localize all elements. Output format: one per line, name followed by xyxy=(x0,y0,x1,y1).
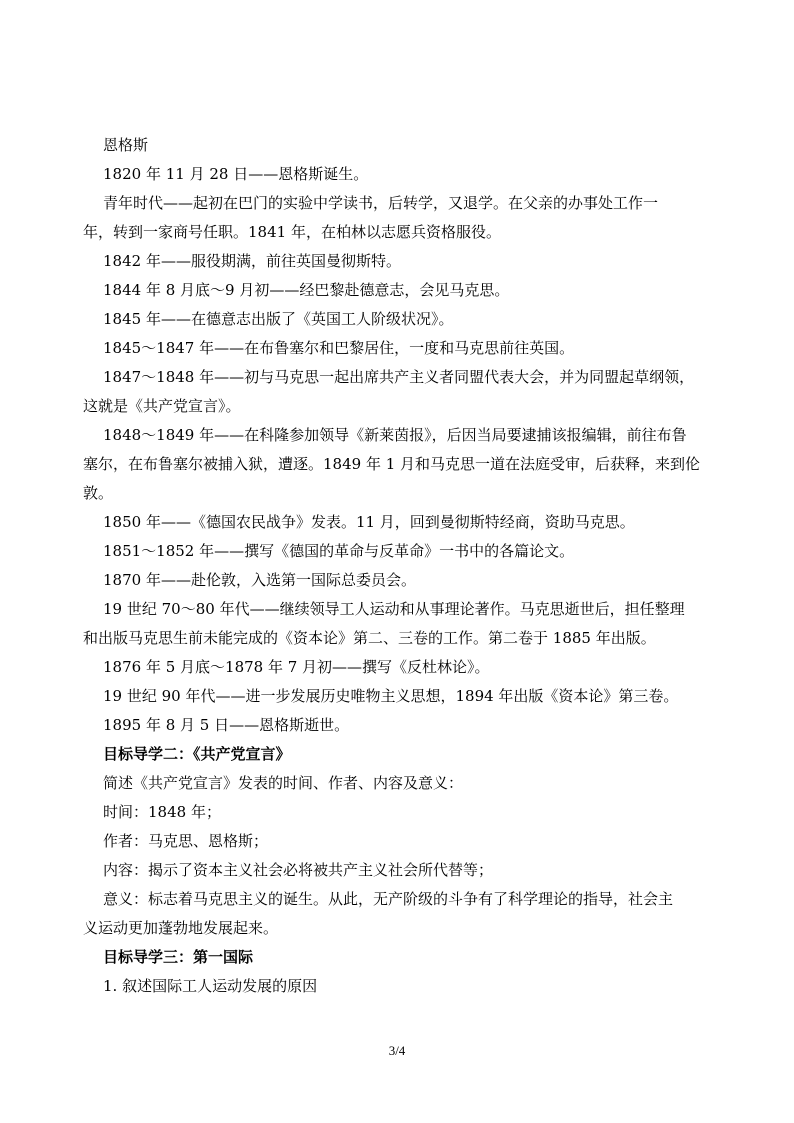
line-1847-1: 1847～1848 年——初与马克思一起出席共产主义者同盟代表大会，并为同盟起草纲领， xyxy=(103,368,695,386)
line-1820: 1820 年 11 月 28 日——恩格斯诞生。 xyxy=(103,165,369,183)
line-1848-1: 1848～1849 年——在科隆参加领导《新莱茵报》，后因当局要逮捕该报编辑，前往布鲁 xyxy=(103,426,687,444)
line-1848-3: 敦。 xyxy=(83,484,114,502)
line-significance-2: 义运动更加蓬勃地发展起来。 xyxy=(83,919,279,937)
line-item-1: 1. 叙述国际工人运动发展的原因 xyxy=(103,977,318,995)
page-number: 3/4 xyxy=(388,1043,406,1058)
line-author: 作者：马克思、恩格斯； xyxy=(103,832,269,850)
document-body xyxy=(83,131,721,1001)
section-heading-2: 目标导学二：《共产党宣言》 xyxy=(103,745,291,763)
line-1845: 1845 年——在德意志出版了《英国工人阶级状况》。 xyxy=(103,310,454,328)
line-1845-1847: 1845～1847 年——在布鲁塞尔和巴黎居住，一度和马克思前往英国。 xyxy=(103,339,575,357)
line-engels-title: 恩格斯 xyxy=(103,136,149,154)
line-youth-2: 年，转到一家商号任职。1841 年，在柏林以志愿兵资格服役。 xyxy=(83,223,501,241)
line-content: 内容：揭示了资本主义社会必将被共产主义社会所代替等； xyxy=(103,861,494,879)
line-1895: 1895 年 8 月 5 日——恩格斯逝世。 xyxy=(103,716,350,734)
line-1870: 1870 年——赴伦敦，入选第一国际总委员会。 xyxy=(103,571,416,589)
line-1844: 1844 年 8 月底～9 月初——经巴黎赴德意志，会见马克思。 xyxy=(103,281,510,299)
line-1848-2: 塞尔，在布鲁塞尔被捕入狱，遭逐。1849 年 1 月和马克思一道在法庭受审，后获释，来到伦 xyxy=(83,455,701,473)
line-1870s-2: 和出版马克思生前未能完成的《资本论》第二、三卷的工作。第二卷于 1885 年出版。 xyxy=(83,629,656,647)
line-1850: 1850 年——《德国农民战争》发表。11 月，回到曼彻斯特经商，资助马克思。 xyxy=(103,513,635,531)
line-1851: 1851～1852 年——撰写《德国的革命与反革命》一书中的各篇论文。 xyxy=(103,542,575,560)
line-1870s-1: 19 世纪 70～80 年代——继续领导工人运动和从事理论著作。马克思逝世后，担任整理 xyxy=(103,600,685,618)
line-significance-1: 意义：标志着马克思主义的诞生。从此，无产阶级的斗争有了科学理论的指导，社会主 xyxy=(103,890,674,908)
line-youth-1: 青年时代——起初在巴门的实验中学读书，后转学，又退学。在父亲的办事处工作一 xyxy=(103,194,659,212)
line-1842: 1842 年——服役期满，前往英国曼彻斯特。 xyxy=(103,252,401,270)
line-1890s: 19 世纪 90 年代——进一步发展历史唯物主义思想，1894 年出版《资本论》第三卷。 xyxy=(103,687,679,705)
line-question: 简述《共产党宣言》发表的时间、作者、内容及意义： xyxy=(103,774,464,792)
section-heading-3: 目标导学三：第一国际 xyxy=(103,948,254,966)
line-time: 时间：1848 年； xyxy=(103,803,221,821)
line-1876: 1876 年 5 月底～1878 年 7 月初——撰写《反杜林论》。 xyxy=(103,658,490,676)
line-1847-2: 这就是《共产党宣言》。 xyxy=(83,397,241,415)
